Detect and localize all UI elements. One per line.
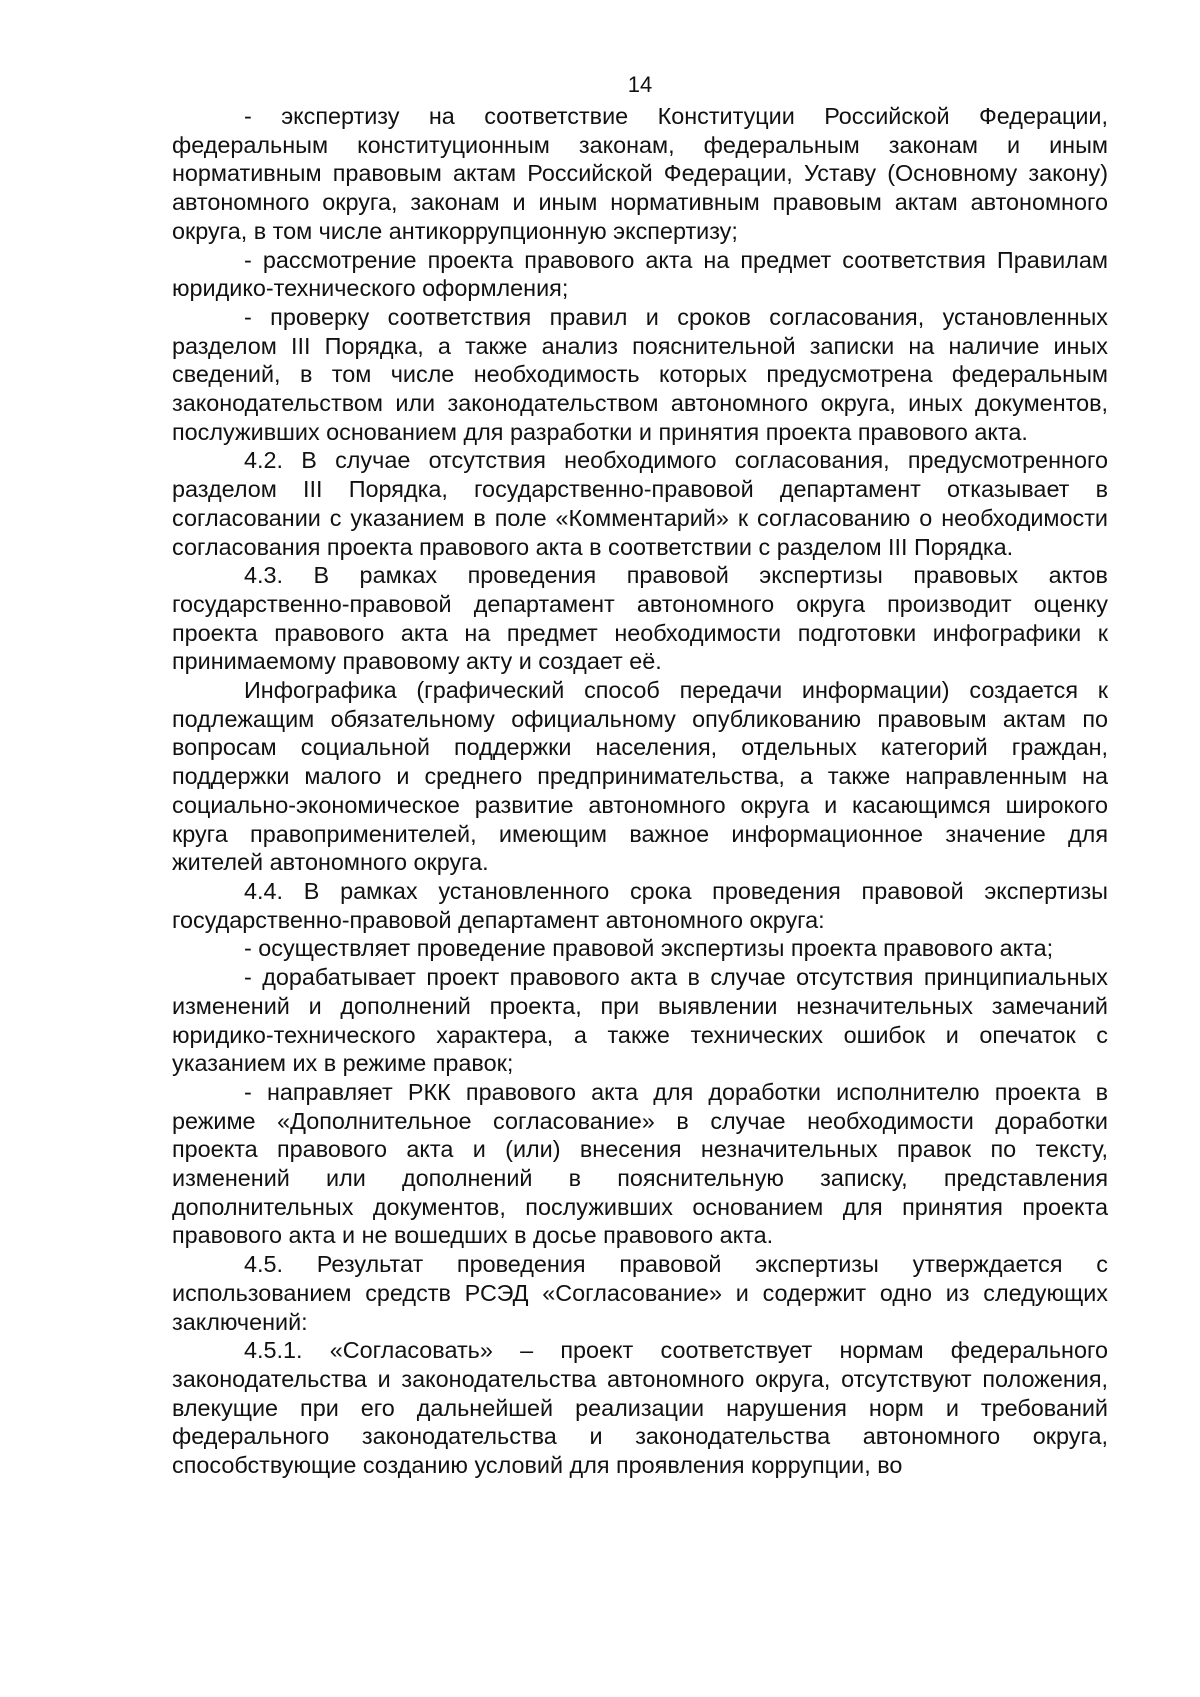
paragraph: Инфографика (графический способ передачи информации) создается к подлежащим обязательному официальному опубликованию правовым актам по вопросам социальной поддержки населения, отдельных категорий граждан, поддержки малого и среднего предпринимательства, а также направленным на социально-экономическое развитие автономного округа и касающимся широкого круга правоприменителей, имеющим важное информационное значение для жителей автономного округа. — [172, 677, 1108, 876]
paragraph: - осуществляет проведение правовой экспертизы проекта правового акта; — [244, 935, 1054, 962]
paragraph: 4.4. В рамках установленного срока проведения правовой экспертизы государственно-правовой департамент автономного округа: — [172, 877, 1108, 933]
paragraph: 4.3. В рамках проведения правовой экспертизы правовых актов государственно-правовой департамент автономного округа производит оценку проекта правового акта на предмет необходимости подготовки инфографики к принимаемому правовому акту и создает её. — [172, 562, 1108, 675]
paragraph: - экспертизу на соответствие Конституции Российской Федерации, федеральным конституционным законам, федеральным законам и иным нормативным правовым актам Российской Федерации, Уставу (Основному закону) автономного округа, законам и иным нормативным правовым актам автономного округа, в том числе антикоррупционную экспертизу; — [172, 103, 1108, 244]
paragraph: - направляет РКК правового акта для доработки исполнителю проекта в режиме «Дополнительное согласование» в случае необходимости доработки проекта правового акта и (или) внесения незначительных правок по тексту, изменений или дополнений в пояснительную записку, представления дополнительных документов, послуживших основанием для принятия проекта правового акта и не вошедших в досье правового акта. — [172, 1078, 1108, 1249]
paragraph: - рассмотрение проекта правового акта на предмет соответствия Правилам юридико-технического оформления; — [172, 246, 1108, 302]
paragraph: 4.5.1. «Согласовать» – проект соответствует нормам федерального законодательства и законодательства автономного округа, отсутствуют положения, влекущие при его дальнейшей реализации нарушения норм и требований федерального законодательства и законодательства автономного округа, способствующие созданию условий для проявления коррупции, во — [172, 1337, 1108, 1479]
document-body — [172, 102, 1108, 1480]
paragraph: 4.5. Результат проведения правовой экспертизы утверждается с использованием средств РСЭД «Согласование» и содержит одно из следующих заключений: — [172, 1251, 1108, 1335]
paragraph: - дорабатывает проект правового акта в случае отсутствия принципиальных изменений и дополнений проекта, при выявлении незначительных замечаний юридико-технического характера, а также технических ошибок и опечаток с указанием их в режиме правок; — [172, 964, 1108, 1077]
page-number: 14 — [627, 72, 653, 97]
paragraph: - проверку соответствия правил и сроков согласования, установленных разделом III Порядка, а также анализ пояснительной записки на наличие иных сведений, в том числе необходимость которых предусмотрена федеральным законодательством или законодательством автономного округа, иных документов, послуживших основанием для разработки и принятия проекта правового акта. — [172, 303, 1108, 445]
paragraph: 4.2. В случае отсутствия необходимого согласования, предусмотренного разделом III Порядка, государственно-правовой департамент отказывает в согласовании с указанием в поле «Комментарий» к согласованию о необходимости согласования проекта правового акта в соответствии с разделом III Порядка. — [172, 447, 1108, 560]
